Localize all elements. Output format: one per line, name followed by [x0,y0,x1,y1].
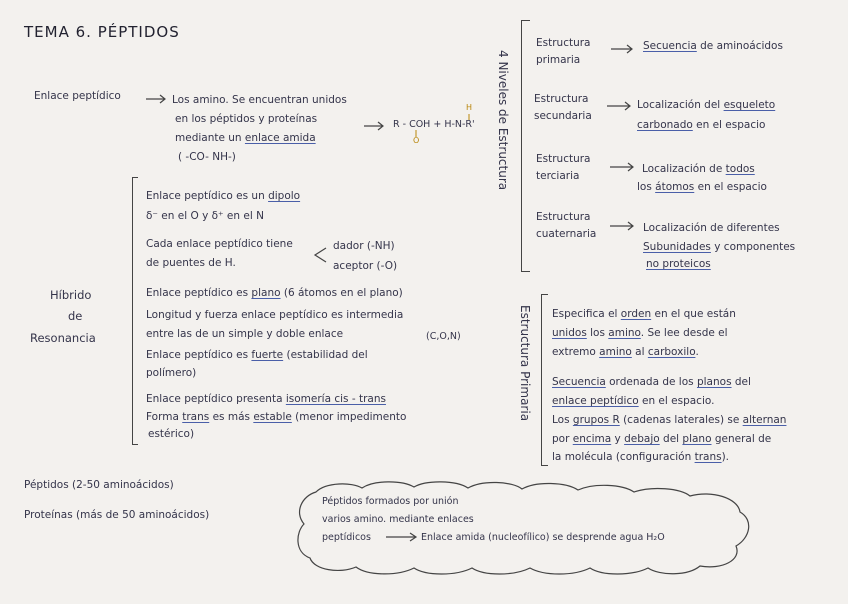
formula-h: H [466,103,473,112]
nivel-cuaternaria-desc1: Localización de diferentes [643,222,780,234]
arrow-formula [364,122,383,130]
hibrido-label-3: Resonancia [30,331,96,345]
primaria-l6: Los grupos R (cadenas laterales) se alternan [552,414,787,426]
nivel-cuaternaria-name1: Estructura [536,211,591,223]
arrow-primaria [611,45,632,53]
forma-line: Forma trans es más estable (menor impedimento [146,411,407,423]
cloud-line1: Péptidos formados por unión [322,496,459,507]
arrow-cuaternaria [610,222,633,230]
primaria-l2: unidos los amino. Se lee desde el [552,327,728,339]
formula: R - COH + H-N-R' [393,119,475,130]
aceptor: aceptor (-O) [333,260,398,272]
dipolo-line: Enlace peptídico es un dipolo [146,190,301,202]
donador: dador (-NH) [333,240,395,252]
primaria-l7: por encima y debajo del plano general de [552,433,772,445]
puentes-line1: Cada enlace peptídico tiene [146,238,293,250]
isomeria-line: Enlace peptídico presenta isomería cis - trans [146,393,386,405]
primaria-l1: Especifica el orden en el que están [552,308,736,320]
con-note: (C,O,N) [426,331,461,342]
arrow-terciaria [610,163,633,171]
nivel-secundaria-name1: Estructura [534,93,589,105]
nivel-secundaria-name2: secundaria [534,110,592,122]
longitud-line2: entre las de un simple y doble enlace [146,328,344,340]
puentes-line2: de puentes de H. [146,257,236,269]
nivel-cuaternaria-desc3: no proteicos [646,258,711,270]
plano-line: Enlace peptídico es plano (6 átomos en el plano) [146,287,403,299]
fuerte-line: Enlace peptídico es fuerte (estabilidad del [146,349,368,361]
esterico-line: estérico) [148,428,195,440]
longitud-line1: Longitud y fuerza enlace peptídico es intermedia [146,309,404,321]
nivel-cuaternaria-desc2: Subunidades y componentes [643,241,796,253]
primaria-l4: Secuencia ordenada de los planos del [552,376,751,388]
nivel-cuaternaria-name2: cuaternaria [536,228,597,240]
cloud-line2: varios amino. mediante enlaces [322,514,474,525]
nivel-terciaria-desc2: los átomos en el espacio [637,181,767,193]
nivel-terciaria-name1: Estructura [536,153,591,165]
proteinas-def: Proteínas (más de 50 aminoácidos) [24,509,210,521]
nivel-primaria-name1: Estructura [536,37,591,49]
enlace-label: Enlace peptídico [34,90,121,102]
primaria-bracket [541,294,548,466]
hibrido-label-1: Híbrido [50,288,92,302]
formula-o: O [413,136,420,145]
brace-less-than [315,248,326,262]
arrow-cloud [386,533,416,541]
primaria-l3: extremo amino al carboxilo. [552,346,699,358]
enlace-line2: en los péptidos y proteínas [175,113,318,125]
hibrido-bracket [132,177,138,445]
delta-line: δ⁻ en el O y δ⁺ en el N [146,210,264,222]
enlace-line4: ( -CO- NH-) [178,151,236,163]
arrow-secundaria [607,102,630,110]
nivel-terciaria-desc1: Localización de todos [642,163,755,175]
primaria-vertical-label: Estructura Primaria [518,305,532,422]
hibrido-label-2: de [68,309,83,323]
page-title: TEMA 6. PÉPTIDOS [24,23,180,41]
nivel-primaria-desc: Secuencia de aminoácidos [643,40,783,52]
cloud-line3a: peptídicos [322,532,371,543]
niveles-bracket [521,20,530,272]
niveles-vertical-label: 4 Niveles de Estructura [496,50,510,191]
enlace-line1: Los amino. Se encuentran unidos [172,94,347,106]
polimero-line: polímero) [146,367,197,379]
nivel-primaria-name2: primaria [536,54,581,66]
primaria-l5: enlace peptídico en el espacio. [552,395,715,407]
primaria-l8: la molécula (configuración trans). [552,451,730,463]
peptidos-def: Péptidos (2-50 aminoácidos) [24,479,174,491]
nivel-terciaria-name2: terciaria [536,170,580,182]
nivel-secundaria-desc2: carbonado en el espacio [637,119,766,131]
enlace-line3: mediante un enlace amida [175,132,316,144]
cloud-line3b: Enlace amida (nucleofílico) se desprende agua H₂O [421,532,665,543]
arrow-enlace [146,95,165,103]
nivel-secundaria-desc1: Localización del esqueleto [637,99,776,111]
